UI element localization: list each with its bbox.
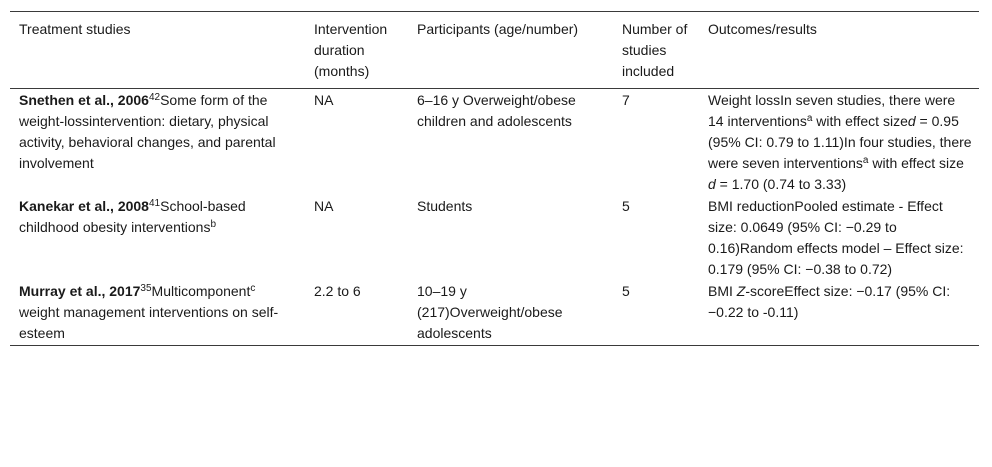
- table-row: [10, 280, 979, 346]
- outcome-text: = 1.70 (0.74 to 3.33): [715, 176, 847, 192]
- cell-duration: NA: [314, 92, 334, 108]
- study-description: weight management interventions on self-esteem: [19, 304, 279, 341]
- cell-outcomes: [699, 280, 979, 346]
- reference-number: 35: [140, 283, 152, 294]
- outcome-text: with effect size: [868, 155, 964, 171]
- outcome-text: BMI: [708, 283, 737, 299]
- table-header: [10, 12, 979, 89]
- reference-number: 41: [148, 198, 161, 209]
- cell-participants: 10–19 y (217)Overweight/obese adolescents: [408, 280, 613, 346]
- cell-outcomes: [699, 89, 979, 196]
- cell-participants: 6–16 y Overweight/obese children and adolescents: [417, 92, 576, 129]
- cell-participants: Students: [417, 198, 473, 214]
- table-row: [10, 89, 979, 196]
- reference-number: 42: [148, 92, 161, 103]
- outcome-text: -scoreEffect size: −0.17 (95% CI: −0.22 to -0.11): [708, 283, 951, 320]
- cell-duration: NA: [314, 198, 334, 214]
- header-intervention-duration: Intervention duration (months): [305, 12, 408, 89]
- footnote-marker: a: [806, 113, 813, 124]
- z-score-variable: Z: [736, 283, 746, 299]
- cell-treatment-study: [10, 195, 305, 280]
- footnote-marker: a: [862, 155, 869, 166]
- effect-size-variable: d: [907, 113, 916, 129]
- study-description: School-based childhood obesity interventions: [19, 198, 246, 235]
- cell-outcomes: BMI reductionPooled estimate - Effect size: 0.0649 (95% CI: −0.29 to 0.16)Random effects model – Effect size: 0.179 (95% CI: −0.38 to 0.72): [708, 198, 964, 277]
- outcome-text: Weight lossIn seven studies, there were 14 interventions: [708, 92, 956, 129]
- header-outcomes-results: Outcomes/results: [699, 12, 979, 89]
- header-participants: Participants (age/number): [408, 12, 613, 89]
- treatment-studies-table: [10, 11, 979, 346]
- table-body: [10, 89, 979, 346]
- studies-table-container: [10, 11, 979, 346]
- study-name: Kanekar et al., 2008: [19, 198, 149, 214]
- footnote-marker: c: [250, 283, 256, 294]
- outcome-text: = 0.95 (95% CI: 0.79 to 1.11)In four studies, there were seven interventions: [708, 113, 972, 171]
- study-description: Some form of the weight-lossintervention: dietary, physical activity, behavioral changes, and parental involvement: [19, 92, 276, 171]
- study-description: Multicomponent: [151, 283, 251, 299]
- cell-treatment-study: [10, 89, 305, 196]
- header-number-of-studies: Number of studies included: [613, 12, 699, 89]
- cell-number-of-studies: 7: [622, 92, 630, 108]
- outcome-text: with effect size: [812, 113, 908, 129]
- header-treatment-studies: Treatment studies: [10, 12, 305, 89]
- cell-number-of-studies: 5: [622, 198, 630, 214]
- table-row: [10, 195, 979, 280]
- cell-number-of-studies: 5: [613, 280, 699, 346]
- study-name: Murray et al., 2017: [19, 283, 141, 299]
- header-row: [10, 12, 979, 89]
- study-name: Snethen et al., 2006: [19, 92, 149, 108]
- cell-duration: 2.2 to 6: [305, 280, 408, 346]
- effect-size-variable: d: [708, 176, 716, 192]
- footnote-marker: b: [210, 219, 217, 230]
- cell-treatment-study: [10, 280, 305, 346]
